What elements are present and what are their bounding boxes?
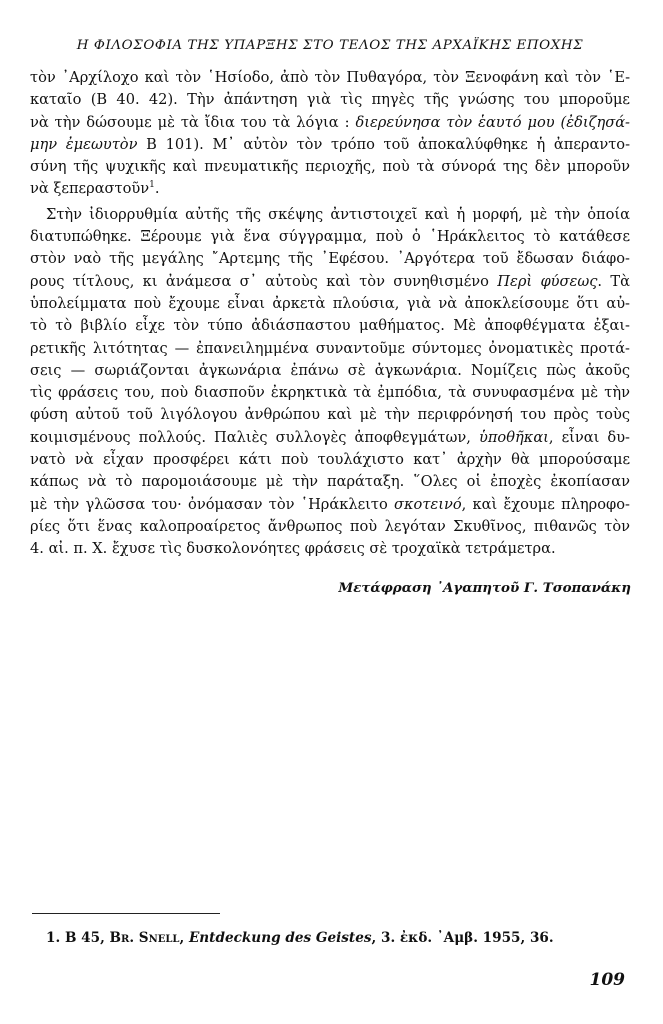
text-run: . (154, 180, 160, 198)
text-line: ρίες ὅτι ἕνας καλοπροαίρετος ἄνθρωπος ποὺ λεγόταν Σκυθῖνος, πιθανῶς τὸν (30, 517, 630, 535)
text-run: μὲ τὴν γλῶσσα του· ὀνόμασαν τὸν ῾Ηράκλειτο (30, 495, 394, 513)
text-line (30, 494, 630, 516)
text-line: Στὴν ἰδιορρυθμία αὐτῆς τῆς σκέψης ἀντιστοιχεῖ καὶ ἡ μορφή, μὲ τὴν ὁποία (46, 205, 630, 223)
page-number: 109 (589, 970, 625, 990)
text-line (30, 134, 630, 156)
text-line: στὸν ναὸ τῆς μεγάλης ῎Αρτεμης τῆς ᾿Εφέσου. ᾿Αργότερα τοῦ ἔδωσαν διάφο- (30, 250, 630, 268)
text-line (30, 178, 630, 200)
italic-term: ὑποθῆκαι (478, 428, 549, 446)
text-run: νὰ ξεπεραστοῦν (30, 180, 150, 198)
text-line: σύνη τῆς ψυχικῆς καὶ πνευματικῆς περιοχῆς, ποὺ τὰ σύνορά της δὲν μποροῦν (30, 158, 630, 176)
text-line: 4. αἰ. π. Χ. ἔχυσε τὶς δυσκολονόητες φράσεις σὲ τροχαϊκὰ τετράμετρα. (30, 540, 556, 558)
running-head: Η ΦΙΛΟΣΟΦΙΑ ΤΗΣ ΥΠΑΡΞΗΣ ΣΤΟ ΤΕΛΟΣ ΤΗΣ ΑΡΧΑΪΚΗΣ ΕΠΟΧΗΣ (76, 38, 584, 53)
text-run: νὰ τὴν δώσουμε μὲ τὰ ἴδια του τὰ λόγια : (30, 113, 356, 131)
text-run: , (179, 930, 189, 946)
footnote-reference: B 45, (64, 930, 110, 946)
footnote-marker: 1 (149, 180, 155, 191)
text-line (30, 427, 630, 449)
text-line: καταῖο (B 40. 42). Τὴν ἀπάντηση γιὰ τὶς πηγὲς τῆς γνώσης του μποροῦμε (30, 91, 630, 109)
text-run: ρους τίτλους, κι ἀνάμεσα σ᾿ αὐτοὺς καὶ τὸν συνηθισμένο (30, 272, 498, 290)
text-line: τὸ τὸ βιβλίο εἶχε τὸν τύπο ἀδιάσπαστου μαθήματος. Μὲ ἀποφθέγματα ἐξαι- (30, 317, 630, 335)
italic-quote: διερεύνησα τὸν ἑαυτό μου (ἐδιζησά- (355, 113, 630, 131)
footnote-author: Br. Snell (109, 930, 180, 946)
text-line: ὑπολείμματα ποὺ ἔχουμε εἶναι ἀρκετὰ πλούσια, γιὰ νὰ ἀποκλείσουμε ὅτι αὐ- (30, 294, 630, 312)
main-text (30, 67, 630, 561)
text-run: . Τὰ (597, 272, 630, 290)
text-line: φύση αὐτοῦ τοῦ λιγόλογου ἀνθρώπου καὶ μὲ τὴν περιφρόνησή του πρὸς τοὺς (30, 406, 630, 424)
italic-title: Περὶ φύσεως (497, 272, 598, 290)
text-line: ρετικῆς λιτότητας — ἐπανειλημμένα συναντοῦμε σύντομες ὀνοματικὲς προτά- (30, 339, 630, 357)
italic-term: σκοτεινό (394, 495, 462, 513)
translator-credit: Μετάφραση ᾿Αγαπητοῦ Γ. Τσοπανάκη (338, 580, 631, 596)
text-line (30, 112, 630, 134)
footnote-book-title: Entdeckung des Geistes (188, 930, 372, 946)
text-line: διατυπώθηκε. Ξέρουμε γιὰ ἕνα σύγγραμμα, ποὺ ὁ ῾Ηράκλειτος τὸ κατάθεσε (30, 228, 630, 246)
paragraph-2 (30, 204, 630, 561)
text-run: B 101). Μ᾿ αὐτὸν τὸν τρόπο τοῦ ἀποκαλύφθηκε ἡ ἀπεραντο- (137, 135, 630, 153)
text-line: τὸν ᾿Αρχίλοχο καὶ τὸν ῾Ησίοδο, ἀπὸ τὸν Πυθαγόρα, τὸν Ξενοφάνη καὶ τὸν ῾Ε- (30, 69, 630, 86)
text-run: , καὶ ἔχουμε πληροφο- (461, 495, 630, 513)
text-line: τὶς φράσεις του, ποὺ διασποῦν ἐκρηκτικὰ τὰ ἐμπόδια, τὰ συνυφασμένα μὲ τὴν (30, 384, 630, 402)
footnote-details: , 3. ἐκδ. ᾿Αμβ. 1955, 36. (371, 930, 554, 946)
footnote-divider (32, 913, 220, 914)
text-run: , εἶναι δυ- (548, 428, 630, 446)
text-line: νατὸ νὰ εἶχαν προσφέρει κάτι ποὺ τουλάχιστο κατ᾿ ἀρχὴν θὰ μπορούσαμε (30, 451, 630, 469)
text-line: σεις — σωριάζονται ἀγκωνάρια ἐπάνω σὲ ἀγκωνάρια. Νομίζεις πὼς ἀκοῦς (30, 361, 630, 379)
text-run: κοιμισμένους πολλούς. Παλιὲς συλλογὲς ἀποφθεγμάτων, (30, 428, 479, 446)
text-line (30, 271, 630, 293)
text-line: κάπως νὰ τὸ παρομοιάσουμε μὲ τὴν παράταξη. ῞Ολες οἱ ἐποχὲς ἐκοπίασαν (30, 473, 630, 491)
italic-quote: μην ἐμεωυτὸν (30, 135, 138, 153)
paragraph-1 (30, 67, 630, 201)
footnote (46, 930, 554, 946)
footnote-number: 1. (46, 930, 65, 946)
